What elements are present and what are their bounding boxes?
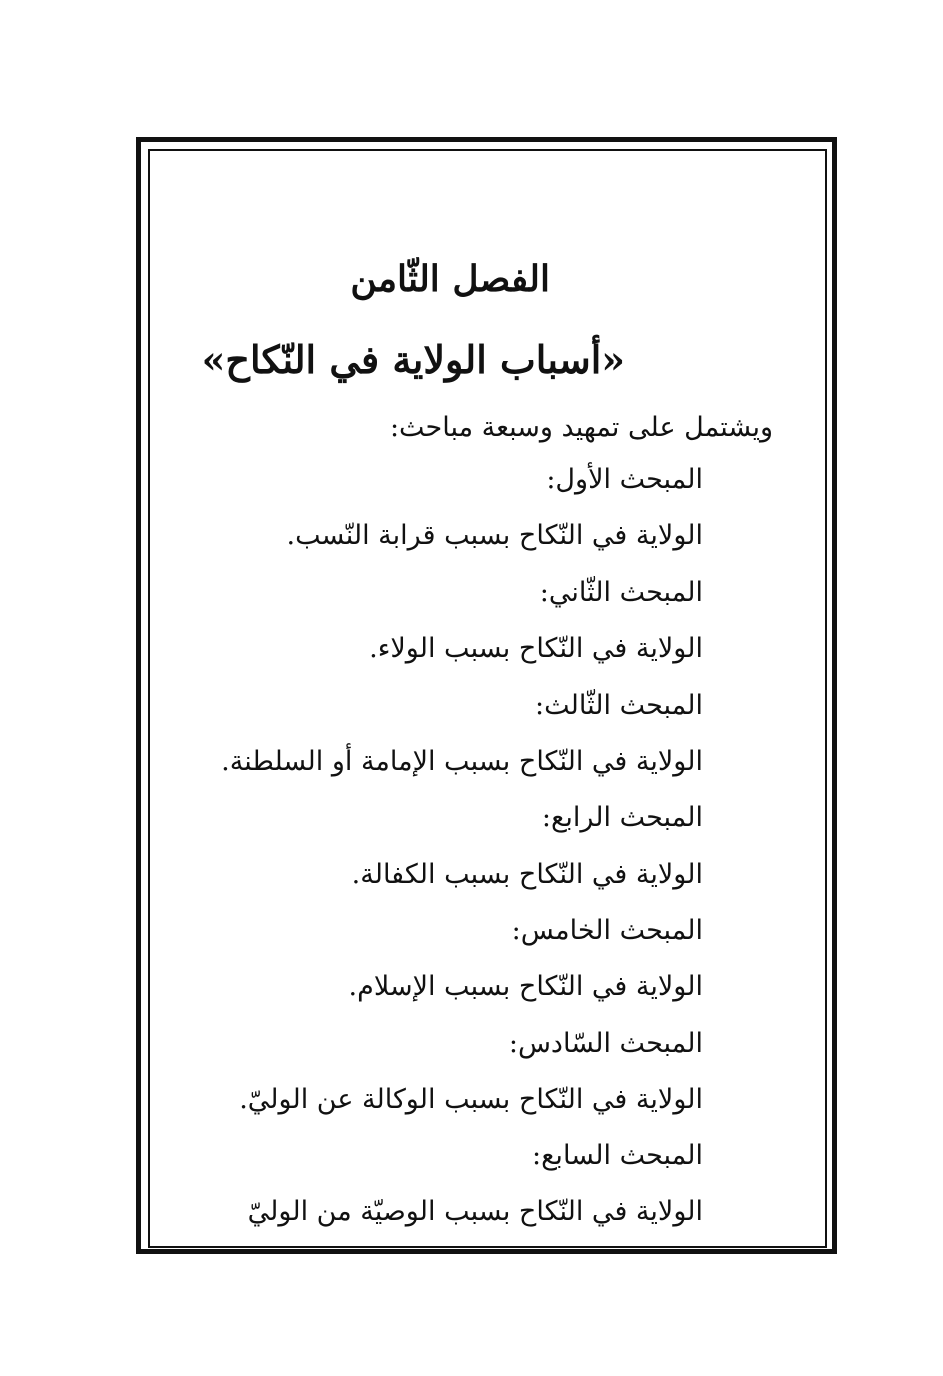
- section-7-text: الولاية في النّكاح بسبب الوصيّة من الوليّ: [247, 1196, 703, 1227]
- section-1-heading: المبحث الأول:: [546, 464, 703, 495]
- section-7-heading: المبحث السابع:: [531, 1140, 703, 1171]
- section-4-text: الولاية في النّكاح بسبب الكفالة.: [351, 859, 703, 890]
- section-5-text: الولاية في النّكاح بسبب الإسلام.: [348, 971, 703, 1002]
- section-3-text: الولاية في النّكاح بسبب الإمامة أو السلطنة.: [221, 746, 703, 777]
- section-2-heading: المبحث الثّاني:: [539, 577, 703, 608]
- section-3-heading: المبحث الثّالث:: [535, 690, 703, 721]
- section-4-heading: المبحث الرابع:: [541, 802, 703, 833]
- section-6-text: الولاية في النّكاح بسبب الوكالة عن الوليّ.: [239, 1084, 703, 1115]
- section-2-text: الولاية في النّكاح بسبب الولاء.: [369, 633, 703, 664]
- chapter-title: الفصل الثّامن: [350, 258, 550, 300]
- section-6-heading: المبحث السّادس:: [508, 1028, 703, 1059]
- section-1-text: الولاية في النّكاح بسبب قرابة النّسب.: [286, 520, 703, 551]
- chapter-subtitle: «أسباب الولاية في النّكاح»: [201, 337, 625, 382]
- section-5-heading: المبحث الخامس:: [511, 915, 703, 946]
- intro-text: ويشتمل على تمهيد وسبعة مباحث:: [389, 412, 773, 443]
